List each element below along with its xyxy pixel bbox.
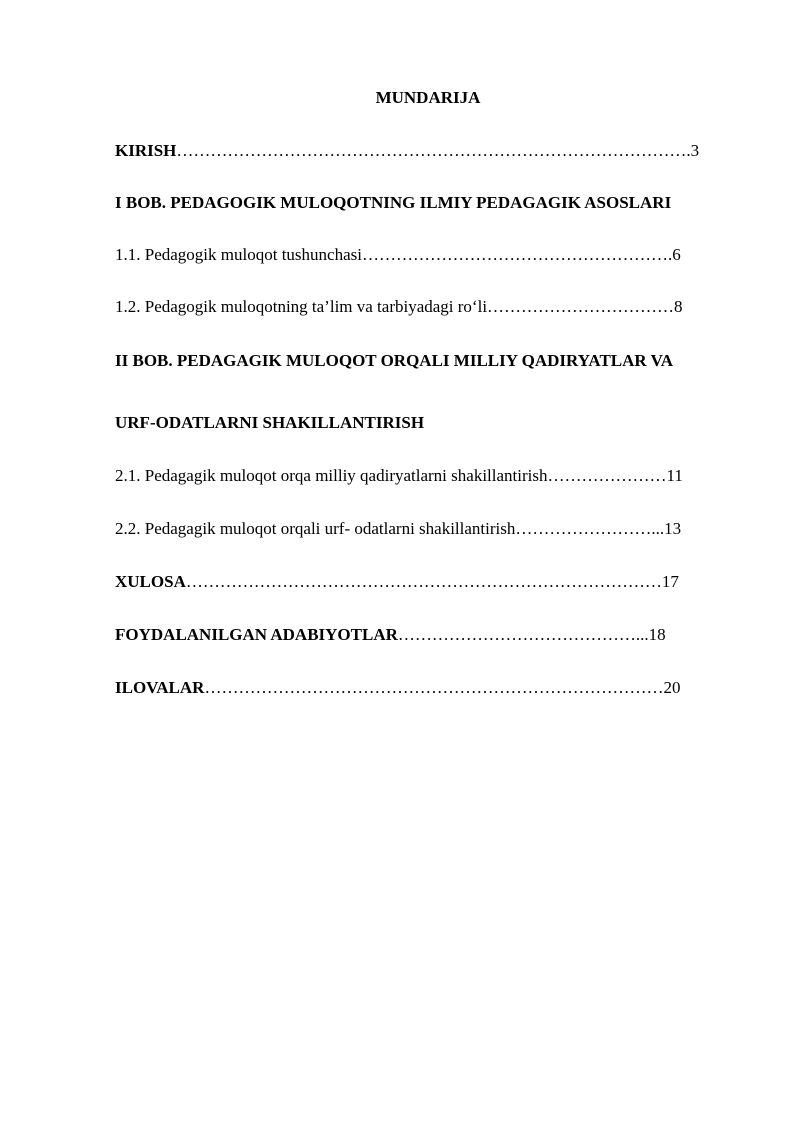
toc-entry-2-2 <box>115 519 681 539</box>
toc-entry-leader: ……………………………………………….6 <box>361 245 681 264</box>
toc-chapter-1-heading: I BOB. PEDAGOGIK MULOQOTNING ILMIY PEDAGAGIK ASOSLARI <box>115 193 672 212</box>
toc-entry-kirish <box>115 141 699 161</box>
toc-entry-2-1 <box>115 466 683 486</box>
toc-entry-leader: ……………………………………...18 <box>397 625 666 644</box>
toc-entry-text: ILOVALAR <box>115 678 205 697</box>
toc-entry-leader: ………………………………………………………………………20 <box>204 678 681 697</box>
toc-entry-leader: ……………………………………………………………………………….3 <box>176 141 700 160</box>
toc-entry-text: 1.1. Pedagogik muloqot tushunchasi <box>115 245 362 264</box>
toc-entry-foydalanilgan-adabiyotlar <box>115 625 666 645</box>
toc-entry-ilovalar <box>115 678 680 698</box>
toc-entry-text: 2.2. Pedagagik muloqot orqali urf- odatlarni shakillantirish <box>115 519 516 538</box>
toc-chapter-2-heading-cont: URF-ODATLARNI SHAKILLANTIRISH <box>115 413 425 432</box>
toc-entry-text: KIRISH <box>115 141 177 160</box>
toc-entry-xulosa <box>115 572 679 592</box>
page-title: MUNDARIJA <box>375 88 481 107</box>
toc-entry-leader: ……………………………8 <box>487 297 683 316</box>
toc-entry-text: 2.1. Pedagagik muloqot orqa milliy qadiryatlarni shakillantirish <box>115 466 548 485</box>
toc-entry-leader: …………………………………………………………………………17 <box>185 572 679 591</box>
toc-entry-text: 1.2. Pedagogik muloqotning ta’lim va tarbiyadagi ro‘li <box>115 297 488 316</box>
toc-entry-1-1 <box>115 245 681 265</box>
toc-entry-leader: ……………………...13 <box>515 519 682 538</box>
toc-entry-1-2 <box>115 297 683 317</box>
toc-chapter-2-heading: II BOB. PEDAGAGIK MULOQOT ORQALI MILLIY QADIRYATLAR VA <box>115 351 673 370</box>
toc-entry-text: FOYDALANILGAN ADABIYOTLAR <box>115 625 398 644</box>
toc-entry-leader: …………………11 <box>547 466 683 485</box>
toc-entry-text: XULOSA <box>115 572 186 591</box>
